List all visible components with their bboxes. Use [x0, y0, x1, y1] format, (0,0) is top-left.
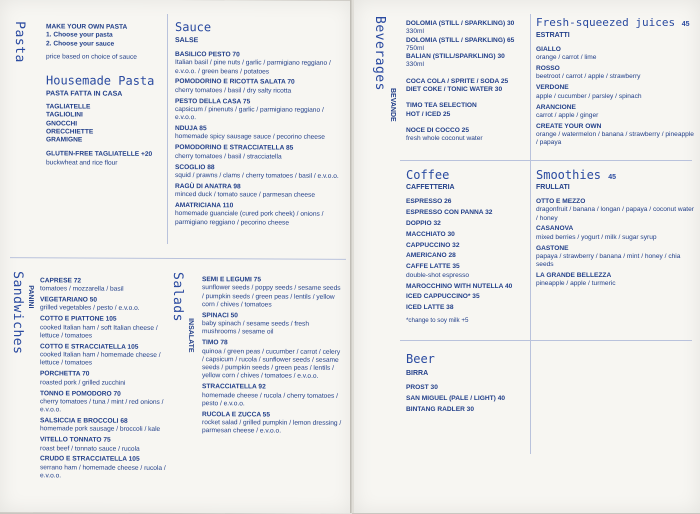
sauce-desc: homemade spicy sausage sauce / pecorino cheese [175, 133, 325, 142]
sauce-item [175, 202, 345, 228]
sauce-name: AMATRICIANA 110 [175, 201, 234, 210]
coffee-item [406, 220, 530, 228]
beer-list [406, 384, 566, 417]
sandwich-name: TONNO E POMODORO 70 [40, 389, 121, 398]
pasta-shape: ORECCHIETTE [46, 128, 94, 136]
pasta-shape: GNOCCHI [46, 119, 78, 128]
sauce-desc: homemade guanciale (cured pork cheek) / onions / parmigiano reggiano / pecorino cheese [175, 210, 324, 227]
beverage-line: HOT / ICED 25 [406, 110, 451, 118]
salad-desc: sunflower seeds / poppy seeds / sesame seeds / pumpkin seeds / green peas / lentils / yellow corn / chives / tomatoes [202, 284, 341, 309]
salad-name: SEMI E LEGUMI 75 [202, 276, 261, 284]
juice-name: GIALLO [536, 46, 561, 53]
salad-name: RUCOLA E ZUCCA 55 [202, 410, 271, 419]
smoothie-item [536, 245, 694, 270]
beverage-line: fresh whole coconut water [406, 135, 483, 143]
sandwich-name: SALSICCIA E BROCCOLI 68 [40, 417, 128, 425]
sauce-list [175, 51, 345, 230]
coffee-name: MAROCCHINO WITH NUTELLA 40 [406, 282, 513, 290]
salads-section-subtitle: INSALATE [187, 318, 194, 353]
sauce-name: PESTO DELLA CASA 75 [175, 97, 251, 106]
salad-desc: quinoa / green peas / cucumber / carrot / celery / capsicum / rucola / sunflower seeds / sesame seeds / pumpkin seeds / green peas / lentils / yellow corn / chives / tomatoes / e.v.o.o. [202, 347, 341, 381]
sandwich-name: COTTO E STRACCIATELLA 105 [40, 343, 139, 351]
sandwich-name: COTTO E PIATTONE 105 [40, 315, 117, 324]
juice-desc: apple / cucumber / parsley / spinach [536, 92, 642, 100]
sauce-desc: minced duck / tomato sauce / parmesan cheese [175, 191, 316, 199]
sandwich-item [40, 343, 166, 369]
salad-desc: homemade cheese / rucola / cherry tomatoes / pesto / e.v.o.o. [202, 391, 338, 408]
coffee-item [406, 263, 530, 280]
sandwich-desc: roasted pork / grilled zucchini [40, 378, 126, 387]
beverage-line: TIMO TEA SELECTION [406, 102, 477, 110]
coffee-item [406, 209, 530, 217]
salad-name: TIMO 78 [202, 339, 228, 347]
beverage-line: 330ml [406, 61, 424, 69]
coffee-item [406, 231, 530, 239]
beverages-section-title: Beverages [372, 16, 387, 91]
coffee-item [406, 293, 530, 301]
pasta-intro-line: 2. Choose your sauce [46, 39, 115, 48]
sauce-section-title: Sauce [175, 19, 212, 35]
sauce-desc: cherry tomatoes / basil / stracciatella [175, 152, 282, 161]
juice-name: VERDONE [536, 84, 569, 92]
salad-desc: baby spinach / sesame seeds / fresh mushrooms / sesame oil [202, 320, 310, 336]
housemade-pasta-subtitle: PASTA FATTA IN CASA [46, 90, 123, 98]
smoothies-section-subtitle: FRULLATI [536, 184, 570, 191]
smoothie-name: LA GRANDE BELLEZZA [536, 272, 612, 280]
sauce-item [175, 51, 345, 77]
sandwich-desc: grilled vegetables / pesto / e.v.o.o. [40, 304, 140, 313]
sandwich-name: PORCHETTA 70 [40, 370, 90, 378]
salad-item [202, 411, 342, 437]
smoothies-price: 45 [608, 174, 617, 181]
salad-desc: rocket salad / grilled pumpkin / lemon dressing / parmesan cheese / e.v.o.o. [202, 419, 342, 435]
sandwich-item [40, 277, 166, 294]
beverage-spacer [406, 94, 534, 102]
juice-name: CREATE YOUR OWN [536, 122, 602, 130]
juices-title-text: Fresh-squeezed juices [536, 16, 676, 29]
juice-item [536, 123, 694, 148]
beverages-section-subtitle: BEVANDE [389, 88, 396, 122]
salad-name: SPINACI 50 [202, 311, 238, 320]
soy-milk-note: *change to soy milk +5 [406, 316, 469, 324]
coffee-name: DOPPIO 32 [406, 219, 441, 227]
coffee-section-subtitle: CAFFETTERIA [406, 184, 455, 191]
section-divider [10, 257, 346, 260]
coffee-item [406, 242, 530, 250]
pasta-section-title: Pasta [12, 21, 27, 63]
smoothie-name: OTTO E MEZZO [536, 198, 586, 205]
juices-section-subtitle: ESTRATTI [536, 32, 570, 39]
coffee-name: ICED LATTE 38 [406, 304, 454, 312]
juice-name: ROSSO [536, 65, 560, 73]
sauce-name: POMODORINO E STRACCIATELLA 85 [175, 144, 294, 152]
sauce-name: POMODORINO E RICOTTA SALATA 70 [175, 78, 295, 87]
sandwich-item [40, 417, 166, 434]
sandwich-name: CAPRESE 72 [40, 277, 82, 285]
sandwich-item [40, 390, 166, 416]
beer-section-title: Beer [406, 352, 435, 366]
smoothie-item [536, 225, 694, 242]
coffee-name: MACCHIATO 30 [406, 230, 455, 238]
sandwich-desc: homemade pork sausage / broccoli / kale [40, 425, 161, 434]
beverage-spacer [406, 119, 534, 127]
smoothie-item [536, 272, 694, 289]
coffee-section-title: Coffee [406, 168, 450, 182]
beverage-line: DIET COKE / TONIC WATER 30 [406, 86, 503, 94]
section-divider [400, 340, 692, 341]
sandwich-desc: roast beef / tonnato sauce / rucola [40, 444, 140, 453]
smoothie-desc: mixed berries / yogurt / milk / sugar syrup [536, 233, 657, 241]
sandwich-desc: cooked Italian ham / homemade cheese / lettuce / tomatoes [40, 351, 161, 368]
salads-section-title: Salads [170, 271, 185, 323]
coffee-name: ICED CAPPUCCINO* 35 [406, 293, 480, 301]
juice-item [536, 104, 694, 121]
menu-right-page [354, 0, 700, 513]
juice-desc: beetroot / carrot / apple / strawberry [536, 73, 641, 81]
beverage-line: BALIAN (STILL/SPARKLING) 30 [406, 53, 505, 61]
pasta-shape: TAGLIATELLE [46, 103, 91, 111]
sandwiches-section-subtitle: PANINI [27, 285, 34, 309]
beer-name: BINTANG RADLER 30 [406, 405, 475, 413]
salad-item [202, 339, 342, 381]
smoothies-title-text: Smoothies [536, 168, 602, 182]
pasta-intro [46, 23, 166, 62]
sauce-item [175, 125, 345, 142]
sandwich-item [40, 296, 166, 313]
coffee-item [406, 198, 530, 206]
beer-name: PROST 30 [406, 384, 438, 391]
sauce-name: SCOGLIO 88 [175, 163, 215, 171]
juice-item [536, 65, 694, 82]
coffee-item [406, 252, 530, 260]
pasta-shape: TAGLIOLINI [46, 111, 83, 119]
sauce-desc: squid / prawns / clams / cherry tomatoes / basil / e.v.o.o. [175, 171, 339, 180]
beverage-spacer [406, 70, 534, 78]
coffee-name: CAFFE LATTE 35 [406, 263, 460, 271]
smoothies-section-title [536, 168, 616, 182]
sandwich-name: VITELLO TONNATO 75 [40, 436, 111, 444]
juice-list [536, 46, 694, 150]
beer-item [406, 395, 566, 403]
pasta-shape: GRAMIGNE [46, 136, 83, 144]
gluten-free-desc: buckwheat and rice flour [46, 159, 118, 167]
sandwich-item [40, 436, 166, 453]
sandwich-desc: serrano ham / homemade cheese / rucola / e.v.o.o. [40, 463, 166, 480]
beer-section-subtitle: BIRRA [406, 370, 429, 377]
sandwich-name: CRUDO E STRACCIATELLA 105 [40, 455, 140, 464]
juices-price: 45 [681, 21, 690, 28]
beverage-line: COCA COLA / SPRITE / SODA 25 [406, 77, 509, 85]
smoothie-item [536, 198, 694, 223]
sauce-desc: Italian basil / pine nuts / garlic / parmigiano reggiano / e.v.o.o. / green beans / potatoes [175, 59, 331, 76]
section-divider [400, 160, 692, 161]
gluten-free-option: GLUTEN-FREE TAGLIATELLE +20 [46, 150, 153, 159]
salad-item [202, 383, 342, 409]
column-divider [167, 14, 168, 244]
smoothie-desc: papaya / strawberry / banana / mint / honey / chia seeds [536, 252, 681, 269]
sauce-item [175, 164, 345, 181]
coffee-list [406, 198, 530, 325]
sauce-item [175, 98, 345, 124]
juice-desc: orange / watermelon / banana / strawberry / pineapple / papaya [536, 131, 694, 147]
juice-item [536, 46, 694, 63]
sauce-name: NDUJA 85 [175, 125, 207, 133]
housemade-pasta-title: Housemade Pasta [46, 73, 155, 88]
smoothie-list [536, 198, 694, 291]
beer-item [406, 384, 566, 392]
smoothie-name: CASANOVA [536, 225, 574, 233]
sauce-item [175, 78, 345, 95]
juice-item [536, 84, 694, 101]
sandwich-item [40, 456, 166, 482]
pasta-intro-line: MAKE YOUR OWN PASTA [46, 23, 128, 31]
salad-name: STRACCIATELLA 92 [202, 383, 266, 391]
beverage-line: DOLOMIA (STILL / SPARKLING) 65 [406, 36, 515, 44]
beer-item [406, 406, 566, 414]
beverage-line: 750ml [406, 44, 424, 52]
coffee-name: ESPRESSO 26 [406, 198, 452, 205]
sauce-desc: capsicum / pinenuts / garlic / parmigiano reggiano / e.v.o.o. [175, 105, 324, 122]
sauce-name: BASILICO PESTO 70 [175, 50, 240, 59]
smoothie-desc: dragonfruit / banana / longan / papaya / coconut water / honey [536, 206, 694, 222]
coffee-item [406, 283, 530, 291]
sauce-item [175, 144, 345, 161]
coffee-desc: double-shot espresso [406, 271, 470, 279]
pasta-price-note: price based on choice of sauce [46, 53, 137, 61]
sandwich-name: VEGETARIANO 50 [40, 296, 98, 304]
pasta-shapes-list [46, 103, 166, 168]
sandwich-desc: tomatoes / mozzarella / basil [40, 285, 124, 294]
coffee-item [406, 304, 530, 312]
coffee-name: ESPRESSO CON PANNA 32 [406, 208, 493, 216]
beverage-line: 330ml [406, 28, 424, 36]
juice-desc: carrot / apple / ginger [536, 111, 599, 119]
sauce-name: RAGÙ DI ANATRA 98 [175, 182, 241, 191]
smoothie-desc: pineapple / apple / turmeric [536, 280, 616, 288]
salad-item [202, 276, 342, 310]
sandwich-desc: cooked Italian ham / soft Italian cheese / lettuce / tomatoes [40, 323, 158, 340]
beverage-list [406, 20, 534, 144]
sandwich-item [40, 316, 166, 342]
sandwich-list [40, 277, 166, 484]
sandwich-item [40, 371, 166, 388]
salad-item [202, 312, 342, 338]
salad-list [202, 276, 342, 439]
smoothie-name: GASTONE [536, 244, 569, 252]
coffee-name: CAPPUCCINO 32 [406, 241, 460, 249]
beer-name: SAN MIGUEL (PALE / LIGHT) 40 [406, 394, 506, 402]
juice-name: ARANCIONE [536, 103, 576, 111]
beverage-line: DOLOMIA (STILL / SPARKLING) 30 [406, 20, 515, 27]
sandwich-desc: cherry tomatoes / tuna / mint / red onions / e.v.o.o. [40, 398, 164, 414]
juices-section-title [536, 16, 690, 29]
sandwiches-section-title: Sandwiches [10, 271, 25, 355]
sauce-section-subtitle: SALSE [175, 36, 199, 45]
beverage-line: NOCE DI COCCO 25 [406, 126, 470, 134]
coffee-name: AMERICANO 28 [406, 252, 456, 260]
juice-desc: orange / carrot / lime [536, 54, 597, 62]
sauce-item [175, 183, 345, 200]
sauce-desc: cherry tomatoes / basil / dry salty ricotta [175, 86, 292, 95]
pasta-intro-line: 1. Choose your pasta [46, 31, 113, 39]
